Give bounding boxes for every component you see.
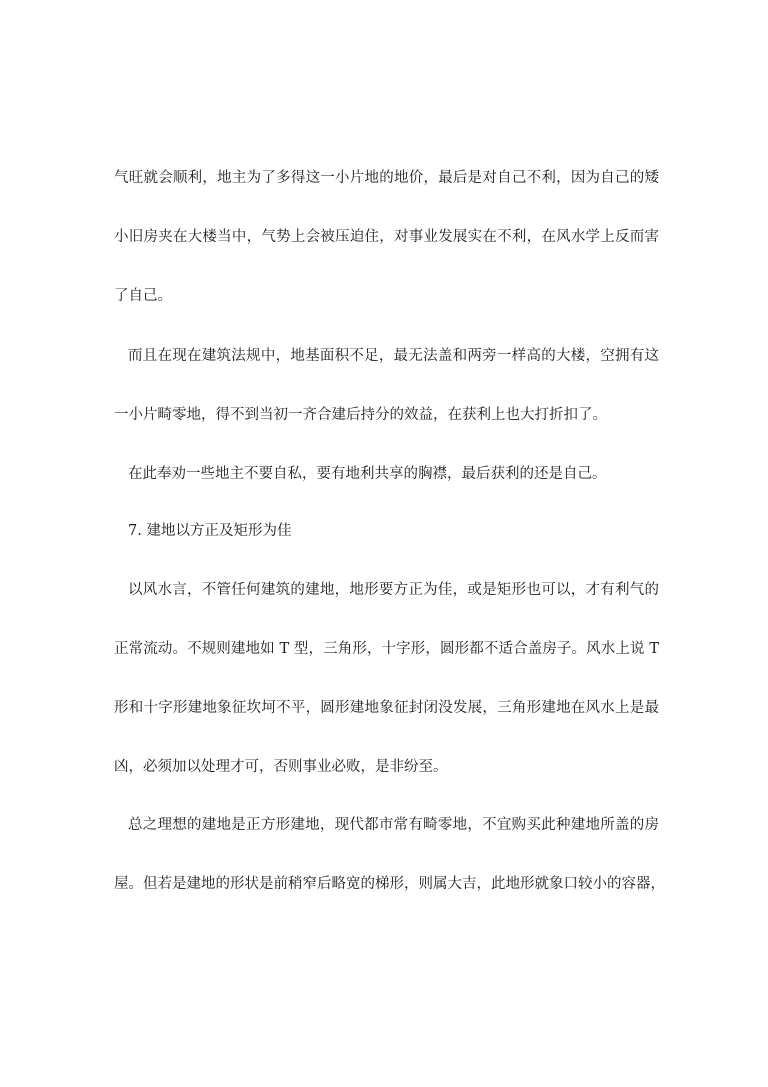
text-line: 小旧房夹在大楼当中，气势上会被压迫住，对事业发展实在不利，在风水学上反而害 [114, 229, 659, 245]
text-line: 正常流动。不规则建地如 T 型，三角形，十字形，圆形都不适合盖房子。风水上说 T [114, 641, 659, 657]
paragraph-first-line: 以风水言，不管任何建筑的建地，地形要方正为佳，或是矩形也可以，才有利气的 [128, 582, 659, 598]
paragraph-first-line: 在此奉劝一些地主不要自私，要有地利共享的胸襟，最后获利的还是自己。 [128, 466, 607, 482]
text-line: 形和十字形建地象征坎坷不平，圆形建地象征封闭没发展，三角形建地在风水上是最 [114, 700, 659, 716]
text-line: 屋。但若是建地的形状是前稍窄后略宽的梯形，则属大吉，此地形就象口较小的容器， [114, 876, 665, 892]
text-line: 凶，必须加以处理才可，否则事业必败，是非纷至。 [114, 759, 448, 775]
text-line: 气旺就会顺利，地主为了多得这一小片地的地价，最后是对自己不利，因为自己的矮 [114, 170, 659, 186]
paragraph-first-line: 而且在现在建筑法规中，地基面积不足，最无法盖和两旁一样高的大楼，空拥有这 [128, 348, 659, 364]
text-line: 一小片畸零地，得不到当初一齐合建后持分的效益，在获利上也大打折扣了。 [114, 407, 607, 423]
section-heading: 7. 建地以方正及矩形为佳 [128, 523, 292, 539]
paragraph-first-line: 总之理想的建地是正方形建地，现代都市常有畸零地，不宜购买此种建地所盖的房 [128, 817, 659, 833]
text-line: 了自己。 [114, 288, 172, 304]
